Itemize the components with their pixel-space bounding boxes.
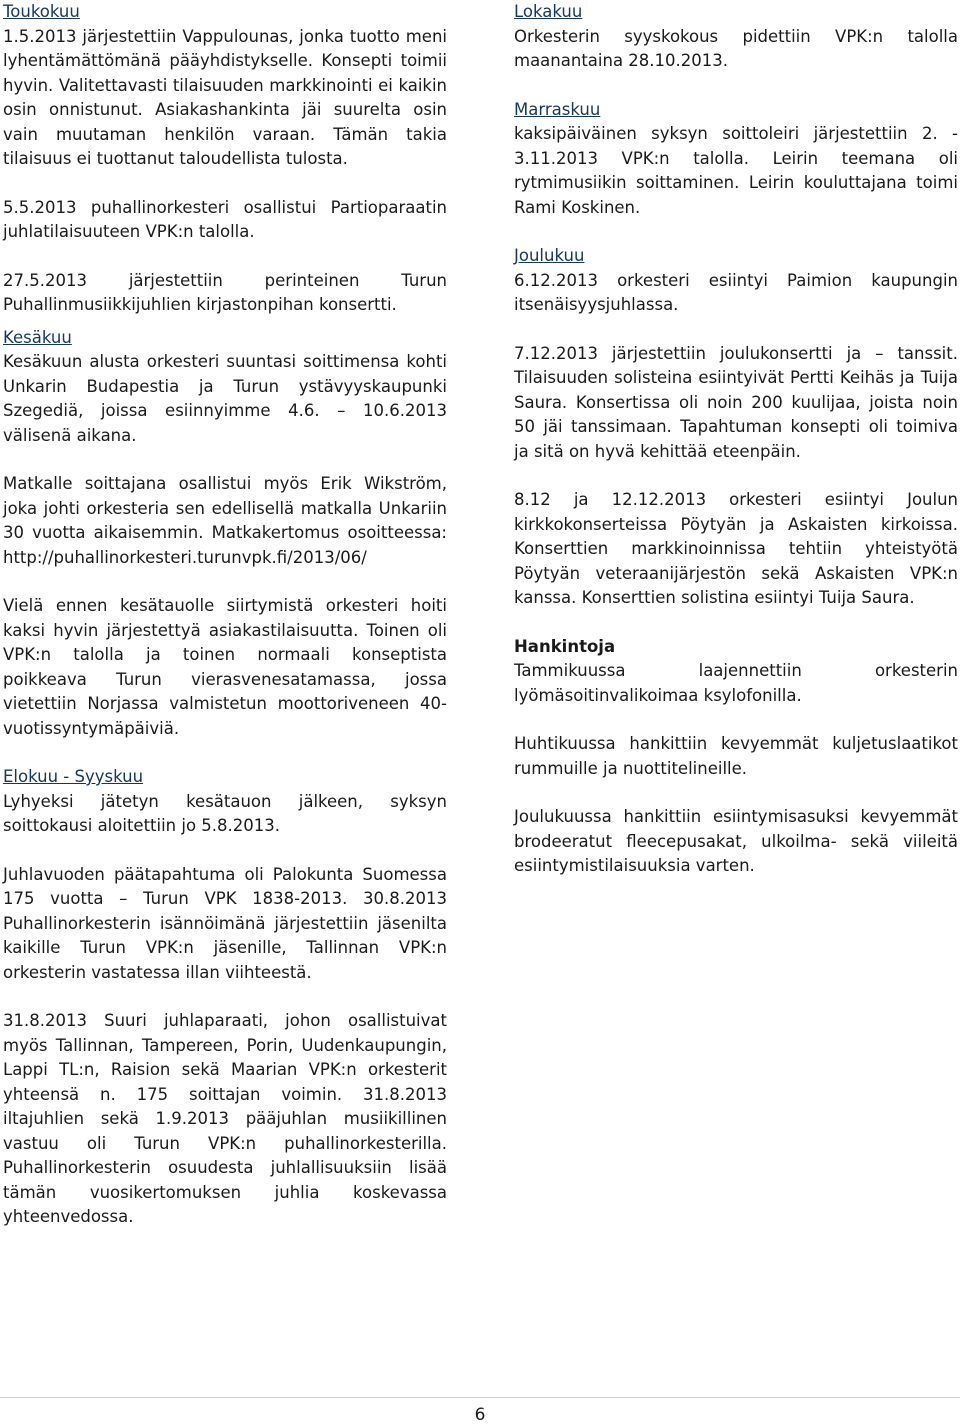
paragraph-joulukonsertti: 7.12.2013 järjestettiin joulukonsertti ja – tanssit. Tilaisuuden solisteina esiintyivät Pertti Keihäs ja Tuija Saura. Konsertissa oli noin 200 kuulijaa, joista noin 50 jäi tanssimaan. Tapahtuman konsepti oli toimiva ja sitä on hyvä kehittää eteenpäin. [514,343,958,461]
paragraph-text: Kesäkuun alusta orkesteri suuntasi soittimensa kohti Unkarin Budapestia ja Turun ystävyyskaupunki Szegediä, joissa esiinnyimme 4.6. – 10.6.2013 välisenä aikana. [3,352,447,445]
footer-divider [0,1397,960,1398]
paragraph-toukokuu [3,0,447,172]
month-heading-kesakuu: Kesäkuu [3,327,72,347]
month-heading-joulukuu: Joulukuu [514,246,585,265]
paragraph-asiakastilaisuudet: Vielä ennen kesätauolle siirtymistä orkesteri hoiti kaksi hyvin järjestettyä asiakastilaisuutta. Toinen oli VPK:n talolla ja toinen normaali konseptista poikkeava Turun vierasvenesatamassa, jossa vietettiin Norjassa valmistetun moottoriveneen 40-vuotissyntymäpäiviä. [3,596,447,738]
paragraph-text: Orkesterin syyskokous pidettiin VPK:n talolla maanantaina 28.10.2013. [514,26,958,70]
paragraph-joulukuu [514,244,958,318]
month-heading-toukokuu: Toukokuu [3,2,80,21]
paragraph-marraskuu [514,98,958,221]
paragraph-text: kaksipäiväinen syksyn soittoleiri järjestettiin 2. - 3.11.2013 VPK:n talolla. Leirin teemana oli rytmimusiikin soittaminen. Leirin kouluttajana toimi Rami Koskinen. [514,124,958,217]
paragraph-matka: Matkalle soittajana osallistui myös Erik Wikström, joka johti orkesteria sen edellisellä matkalla Unkariin 30 vuotta aikaisemmin. Matkakertomus osoitteessa: http://puhallinorkesteri.turunvpk.fi/2013/06/ [3,474,447,567]
paragraph-puhallinmusiikkijuhlat: 27.5.2013 järjestettiin perinteinen Turun Puhallinmusiikkijuhlien kirjastonpihan konsertti. [3,270,447,314]
paragraph-text: 6.12.2013 orkesteri esiintyi Paimion kaupungin itsenäisyysjuhlassa. [514,270,958,314]
paragraph-text: 1.5.2013 järjestettiin Vappulounas, jonka tuotto meni lyhentämättömänä pääyhdistykselle. Konsepti toimii hyvin. Valitettavasti tilaisuuden markkinointi ei kaikin osin onnistunut. Asiakashankinta jäi suurelta osin vain muutaman henkilön varaan. Tämän takia tilaisuus ei tuottanut taloudellista tulosta. [3,26,447,168]
paragraph-elokuu-syyskuu [3,765,447,839]
paragraph-kirkkokonsertit: 8.12 ja 12.12.2013 orkesteri esiintyi Joulun kirkkokonserteissa Pöytyän ja Askaisten kirkoissa. Konserttien markkinoinnissa tehtiin yhteistyötä Pöytyän veteraanijärjestön sekä Askaisten VPK:n kanssa. Konserttien solistina esiintyi Tuija Saura. [514,490,958,607]
paragraph-text: Tammikuussa laajennettiin orkesterin lyömäsoitinvalikoimaa ksylofonilla. [514,661,958,705]
left-column [3,0,447,1254]
paragraph-text: Lyhyeksi jätetyn kesätauon jälkeen, syksyn soittokausi aloitettiin jo 5.8.2013. [3,791,447,835]
page-number: 6 [474,1405,486,1425]
month-heading-elokuu-syyskuu: Elokuu - Syyskuu [3,767,144,786]
section-heading-hankintoja: Hankintoja [514,636,616,656]
paragraph-kesakuu [3,326,447,449]
month-heading-marraskuu: Marraskuu [514,99,601,119]
month-heading-lokakuu: Lokakuu [514,2,583,21]
paragraph-juhlaparaati: 31.8.2013 Suuri juhlaparaati, johon osallistuivat myös Tallinnan, Tampereen, Porin, Uudenkaupungin, Lappi TL:n, Raision sekä Maarian VPK:n orkesterit yhteensä n. 175 soittajan voimin. 31.8.2013 iltajuhlien sekä 1.9.2013 pääjuhlan musiikillinen vastuu oli Turun VPK:n puhallinorkesterilla. Puhallinorkesterin osuudesta juhlallisuuksiin lisää tämän vuosikertomuksen juhlia koskevassa yhteenvedossa. [3,1011,447,1226]
paragraph-lokakuu [514,0,958,74]
paragraph-partioparaati: 5.5.2013 puhallinorkesteri osallistui Partioparaatin juhlatilaisuuteen VPK:n talolla. [3,197,447,241]
right-column [514,0,958,903]
paragraph-juhlavuosi: Juhlavuoden päätapahtuma oli Palokunta Suomessa 175 vuotta – Turun VPK 1838-2013. 30.8.2013 Puhallinorkesterin isännöimänä järjestettiin jäsenilta kaikille Turun VPK:n jäsenille, Tallinnan VPK:n orkesterin vastatessa illan viihteestä. [3,864,447,982]
paragraph-huhtikuu-hankinnat: Huhtikuussa hankittiin kevyemmät kuljetuslaatikot rummuille ja nuottitelineille. [514,734,958,778]
paragraph-joulukuu-hankinnat: Joulukuussa hankittiin esiintymisasuksi kevyemmät brodeeratut fleecepusakat, ulkoilma- sekä viileitä esiintymistilaisuuksia varten. [514,807,958,875]
paragraph-hankintoja [514,635,958,709]
